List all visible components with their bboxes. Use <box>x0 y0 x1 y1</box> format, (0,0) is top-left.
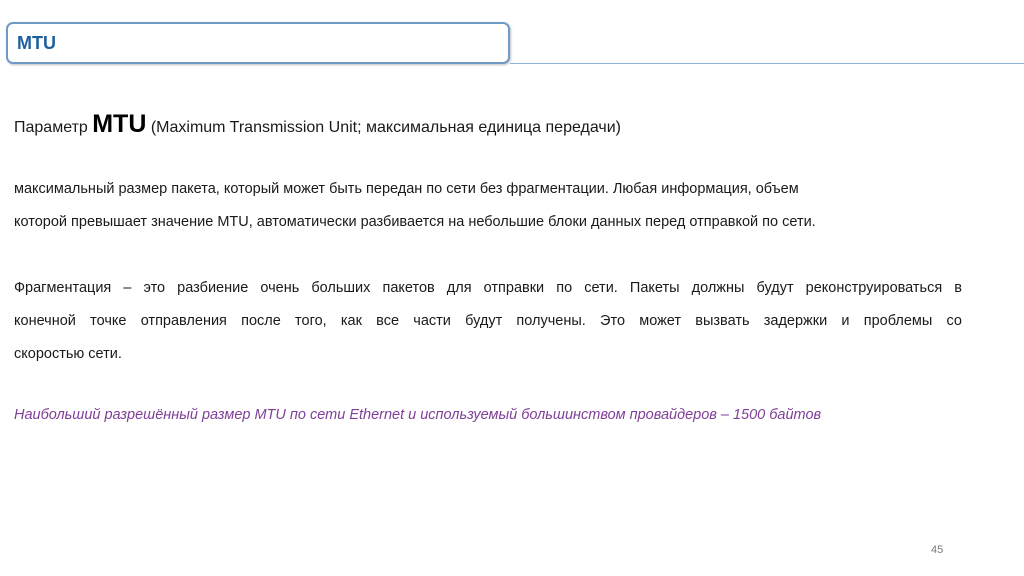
definition-paragraph <box>14 173 962 239</box>
slide-title-box <box>6 22 510 64</box>
definition-line: которой превышает значение MTU, автоматически разбивается на небольшие блоки данных перед отправкой по сети. <box>14 214 816 230</box>
heading-suffix: (Maximum Transmission Unit; максимальная единица передачи) <box>146 119 622 136</box>
fragmentation-paragraph <box>14 272 962 371</box>
title-divider <box>510 63 1024 64</box>
ethernet-mtu-note: Наибольший разрешённый размер MTU по сети Ethernet и используемый большинством провайдеров – 1500 байтов <box>14 407 822 423</box>
fragmentation-line: конечной точке отправления после того, как все части будут получены. Это может вызвать задержки и проблемы со <box>14 313 962 329</box>
slide-title: MTU <box>17 33 56 53</box>
page-number: 45 <box>931 544 944 556</box>
heading-term: MTU <box>92 110 147 138</box>
mtu-heading <box>14 110 621 139</box>
fragmentation-line: скоростью сети. <box>14 346 122 362</box>
heading-prefix: Параметр <box>14 119 93 136</box>
definition-line: максимальный размер пакета, который может быть передан по сети без фрагментации. Любая информация, объем <box>14 181 799 197</box>
fragmentation-line: Фрагментация – это разбиение очень больших пакетов для отправки по сети. Пакеты должны будут реконструироваться в <box>14 280 962 296</box>
